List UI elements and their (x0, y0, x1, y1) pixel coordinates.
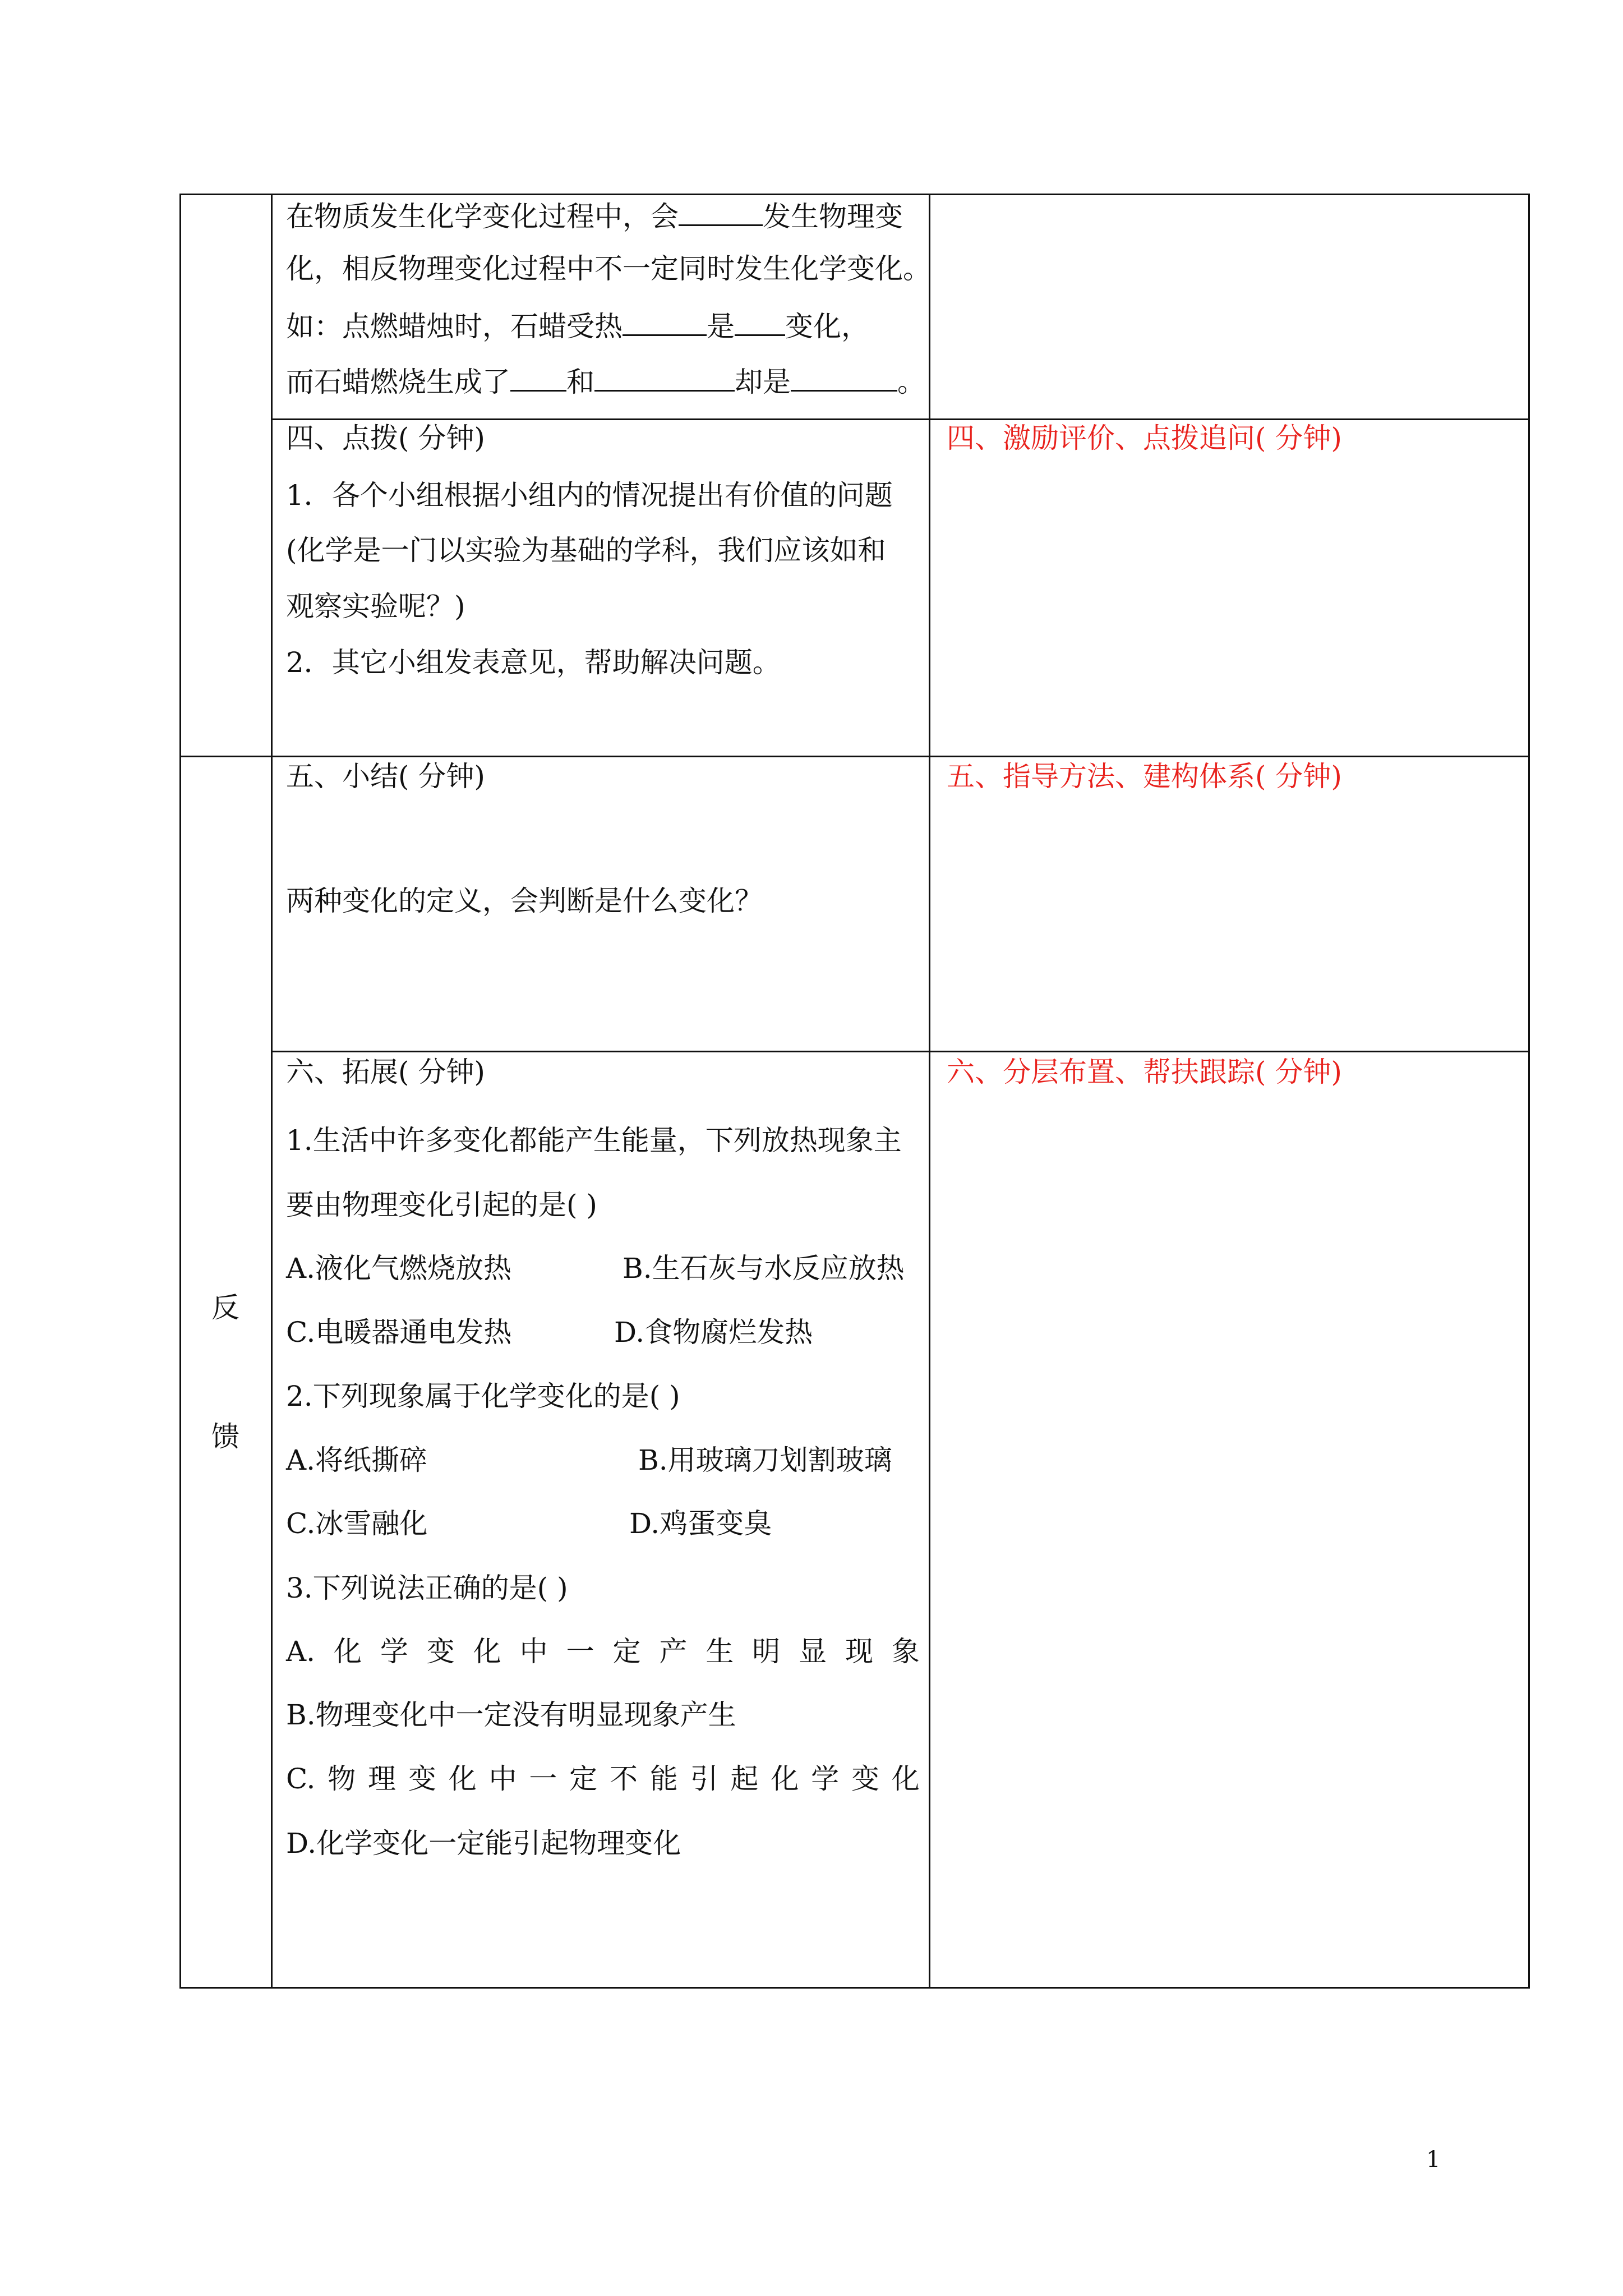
char: 引 (690, 1763, 718, 1795)
q3-option-b: B.物理变化中一定没有明显现象产生 (286, 1699, 736, 1731)
char: 中 (488, 1763, 517, 1795)
section4-item2: 2．其它小组发表意见，帮助解决问题。 (286, 646, 781, 679)
row-divider-2 (179, 756, 1530, 757)
char: 定 (569, 1763, 598, 1795)
section1-line3 (286, 306, 869, 344)
q1-line1: 1.生活中许多变化都能产生能量，下列放热现象主 (286, 1124, 902, 1157)
q1-line2: 要由物理变化引起的是( ) (286, 1189, 597, 1221)
row-divider-3 (271, 1051, 1530, 1052)
q3-stem: 3.下列说法正确的是( ) (286, 1572, 568, 1604)
side-label-char-1: 反 (211, 1291, 239, 1324)
section5-text: 两种变化的定义，会判断是什么变化？ (286, 885, 763, 917)
section6-heading: 六、拓展( 分钟) (286, 1056, 485, 1088)
char: 学 (380, 1635, 408, 1668)
q1-option-a: A.液化气燃烧放热 (286, 1252, 512, 1285)
q1-option-b: B.生石灰与水反应放热 (623, 1252, 905, 1285)
char: 一 (566, 1635, 594, 1668)
q3-option-a (286, 1634, 920, 1669)
section1-line3-text-a: 如：点燃蜡烛时，石蜡受热 (286, 310, 623, 343)
section1-line4-text-c: 却是 (735, 366, 791, 398)
section5-teacher-heading: 五、指导方法、建构体系( 分钟) (947, 760, 1342, 793)
section4-item1-line2: (化学是一门以实验为基础的学科，我们应该如和 (286, 534, 886, 567)
section1-line3-text-b: 是 (707, 310, 735, 343)
char: 学 (811, 1763, 840, 1795)
section1-line4-text-d: 。 (897, 366, 925, 398)
q2-stem: 2.下列现象属于化学变化的是( ) (286, 1380, 680, 1412)
section1-line4-text-a: 而石蜡燃烧生成了 (286, 366, 510, 398)
char: 变 (408, 1763, 436, 1795)
char: C. (286, 1763, 316, 1795)
char: 明 (752, 1635, 781, 1668)
char: 一 (529, 1763, 557, 1795)
q1-option-d: D.食物腐烂发热 (614, 1316, 813, 1349)
q2-option-c: C.冰雪融化 (286, 1507, 428, 1540)
char: 显 (799, 1635, 827, 1668)
page-number: 1 (1426, 2147, 1441, 2173)
char: 定 (612, 1635, 641, 1668)
column-divider-1 (271, 194, 273, 1989)
char: 变 (851, 1763, 879, 1795)
side-label-char-2: 馈 (211, 1420, 239, 1453)
table-right-border (1528, 194, 1530, 1989)
section4-item1-line1: 1．各个小组根据小组内的情况提出有价值的问题 (286, 479, 893, 512)
char: 起 (730, 1763, 759, 1795)
fill-blank[interactable] (594, 362, 735, 392)
section1-line1 (286, 196, 903, 234)
char: 化 (473, 1635, 501, 1668)
row-divider-1 (271, 418, 1530, 420)
q2-option-b: B.用玻璃刀划割玻璃 (638, 1444, 892, 1476)
fill-blank[interactable] (735, 306, 785, 336)
char: 产 (659, 1635, 688, 1668)
q3-option-d: D.化学变化一定能引起物理变化 (286, 1827, 681, 1860)
char: A. (286, 1635, 316, 1668)
char: 现 (845, 1635, 874, 1668)
fill-blank[interactable] (623, 306, 707, 336)
fill-blank[interactable] (791, 362, 897, 392)
char: 变 (426, 1635, 455, 1668)
fill-blank[interactable] (510, 362, 566, 392)
section1-line1-text-a: 在物质发生化学变化过程中，会 (286, 200, 679, 233)
char: 象 (892, 1635, 920, 1668)
section6-teacher-heading: 六、分层布置、帮扶跟踪( 分钟) (947, 1056, 1342, 1088)
table-bottom-border (179, 1987, 1530, 1989)
column-divider-2 (929, 194, 930, 1989)
q2-option-a: A.将纸撕碎 (286, 1444, 428, 1476)
char: 化 (448, 1763, 477, 1795)
fill-blank[interactable] (679, 196, 763, 226)
q2-option-d: D.鸡蛋变臭 (629, 1507, 772, 1540)
section5-heading: 五、小结( 分钟) (286, 760, 485, 793)
char: 不 (610, 1763, 638, 1795)
char: 化 (333, 1635, 362, 1668)
table-top-border (179, 194, 1530, 195)
char: 中 (519, 1635, 548, 1668)
char: 物 (328, 1763, 356, 1795)
char: 化 (771, 1763, 799, 1795)
table-left-border (179, 194, 181, 1989)
char: 能 (649, 1763, 678, 1795)
section1-line2: 化，相反物理变化过程中不一定同时发生化学变化。 (286, 252, 931, 285)
char: 生 (706, 1635, 734, 1668)
char: 化 (891, 1763, 920, 1795)
section4-heading: 四、点拨( 分钟) (286, 422, 485, 454)
section4-item1-line3: 观察实验呢？) (286, 590, 465, 623)
section1-line1-text-b: 发生物理变 (763, 200, 903, 233)
q1-option-c: C.电暖器通电发热 (286, 1316, 512, 1349)
section1-line3-text-c: 变化， (785, 310, 869, 343)
q3-option-c (286, 1761, 920, 1796)
section1-line4 (286, 362, 925, 399)
section4-teacher-heading: 四、激励评价、点拨追问( 分钟) (947, 422, 1342, 454)
char: 理 (368, 1763, 396, 1795)
section1-line4-text-b: 和 (566, 366, 594, 398)
